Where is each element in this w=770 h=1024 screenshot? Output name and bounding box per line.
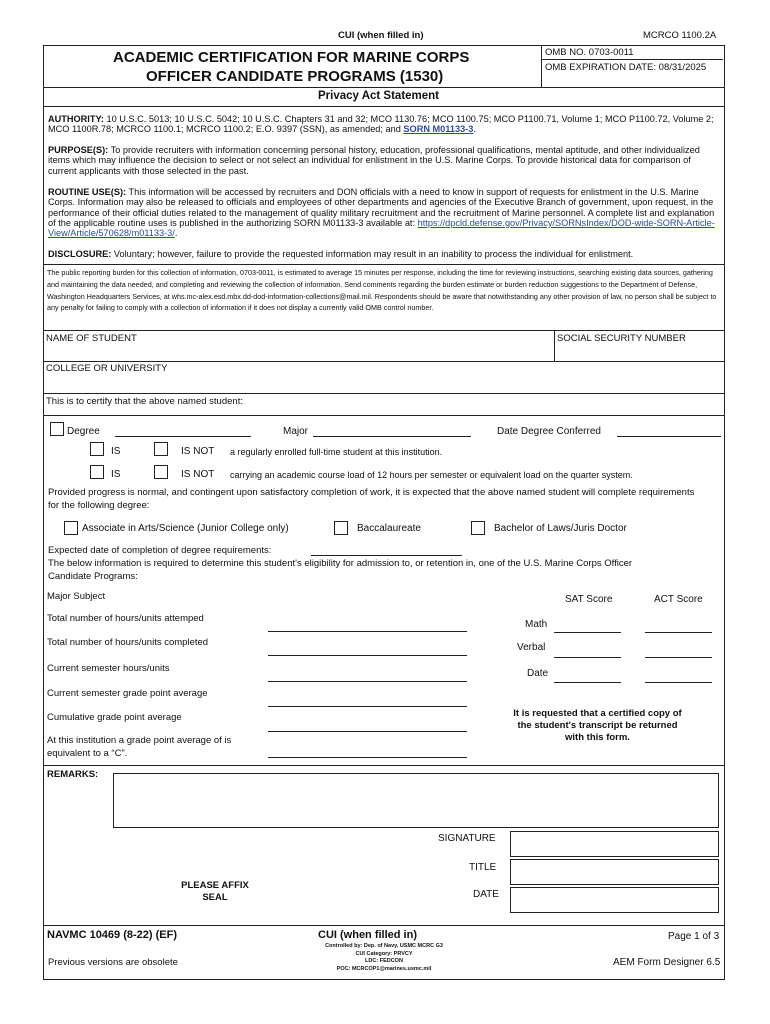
form-title-line2: OFFICER CANDIDATE PROGRAMS (1530)	[146, 68, 444, 85]
routine-use-paragraph: ROUTINE USE(S): This information will be accessed by recruiters and DON officials with a need to know in support of requests for enlistment in the U.S. Marine Corps. Information may also be released to officials and employees of other departments and agencies of the Executive Branch of government, upon request, in the performance of their official duties related to the management of quality military recruitment and the recruitment of Marine personnel. A complete list and explanation of the applicable routine uses is published in the authorizing SORN M01133-3 available at: https://dpcld.defense.gov/Privacy/SORNsIndex/DOD-wide-SORN-Article-View/Article/570628/m01133-3/.	[48, 187, 715, 239]
course-load-text: carrying an academic course load of 12 hours per semester or equivalent load on the quarter system.	[230, 470, 633, 480]
cui-header: CUI (when filled in)	[338, 30, 424, 41]
is-load-checkbox[interactable]	[90, 465, 104, 479]
c-equivalent-input[interactable]	[268, 757, 467, 758]
act-date-input[interactable]	[645, 682, 712, 683]
major-subject-label: Major Subject	[47, 591, 106, 602]
major-input[interactable]	[313, 436, 471, 437]
hours-completed-label: Total number of hours/units completed	[47, 637, 209, 648]
signature-label: SIGNATURE	[438, 833, 496, 844]
omb-expiration: OMB EXPIRATION DATE: 08/31/2025	[545, 62, 707, 73]
seal-placeholder: PLEASE AFFIX SEAL	[181, 880, 249, 903]
sat-score-header: SAT Score	[565, 594, 613, 605]
remarks-label: REMARKS:	[47, 769, 99, 780]
associate-checkbox[interactable]	[64, 521, 78, 535]
baccalaureate-label: Baccalaureate	[357, 523, 421, 534]
college-label: COLLEGE OR UNIVERSITY	[46, 363, 168, 374]
cumulative-gpa-input[interactable]	[268, 731, 467, 732]
date-conferred-input[interactable]	[617, 436, 721, 437]
is-label: IS	[111, 446, 121, 457]
act-math-input[interactable]	[645, 632, 712, 633]
authority-paragraph: AUTHORITY: 10 U.S.C. 5013; 10 U.S.C. 5042; 10 U.S.C. Chapters 31 and 32; MCO 1130.76; MCO 1100.75; MCO P1100.71, Volume 1; MCO P1100.72, Volume 2; MCO 1100R.78; MCRCO 1100.1; MCRCO 1100.2; E.O. 9397 (SSN), as amended; and SORN M01133-3.	[48, 114, 714, 135]
is-not-load-checkbox[interactable]	[154, 465, 168, 479]
hours-attempted-label: Total number of hours/units attemped	[47, 613, 204, 624]
page-number: Page 1 of 3	[668, 931, 720, 942]
form-id: NAVMC 10469 (8-22) (EF)	[47, 929, 177, 941]
sat-math-input[interactable]	[554, 632, 621, 633]
bachelor-laws-label: Bachelor of Laws/Juris Doctor	[494, 523, 627, 534]
form-reference: MCRCO 1100.2A	[643, 30, 717, 41]
is-not-label: IS NOT	[181, 446, 215, 457]
date-label: DATE	[473, 889, 499, 900]
degree-input[interactable]	[115, 436, 251, 437]
associate-label: Associate in Arts/Science (Junior College only)	[82, 523, 289, 534]
act-score-header: ACT Score	[654, 594, 703, 605]
current-hours-input[interactable]	[268, 681, 467, 682]
is-label-2: IS	[111, 469, 121, 480]
enrolled-text: a regularly enrolled full-time student at this institution.	[230, 447, 443, 457]
bachelor-laws-checkbox[interactable]	[471, 521, 485, 535]
major-label: Major	[283, 426, 309, 437]
current-gpa-label: Current semester grade point average	[47, 688, 208, 699]
progress-statement: Provided progress is normal, and contingent upon satisfactory completion of work, it is expected that the above named student will complete requirements for the following degree:	[48, 487, 695, 511]
controlled-by: Controlled by: Dep. of Navy, USMC MCRC G3	[325, 943, 443, 949]
ssn-input[interactable]	[557, 345, 720, 360]
date-input[interactable]	[510, 887, 719, 913]
title-input[interactable]	[510, 859, 719, 885]
burden-statement: The public reporting burden for this collection of information, 0703-0011, is estimated to average 15 minutes per response, including the time for reviewing instructions, searching existing data sources, gathering and maintaining the data needed, and completing and reviewing the collection of information. Send comments regarding the burden estimate or burden reduction suggestions to the Department of Defense, Washington Headquarters Services, at whs.mc-alex.esd.mbx.dd-dod-information-collections@mail.mil. Respondents should be aware that notwithstanding any other provision of law, no person shall be subject to any penalty for failing to comply with a collection of information if it does not display a currently valid OMB control number.	[47, 268, 717, 313]
omb-number: OMB NO. 0703-0011	[545, 47, 634, 58]
sat-verbal-input[interactable]	[554, 657, 621, 658]
sorn-url-link[interactable]: https://dpcld.defense.gov/Privacy/SORNsIndex/DOD-wide-SORN-Article-View/Article/570628/m01133-3/	[48, 217, 715, 239]
cui-designation-block	[304, 943, 464, 973]
cumulative-gpa-label: Cumulative grade point average	[47, 712, 182, 723]
verbal-label: Verbal	[517, 642, 546, 653]
form-title-line1: ACADEMIC CERTIFICATION FOR MARINE CORPS	[113, 49, 470, 66]
score-date-label: Date	[527, 668, 549, 679]
college-input[interactable]	[46, 376, 720, 391]
signature-field[interactable]	[510, 831, 719, 857]
is-not-label-2: IS NOT	[181, 469, 215, 480]
cui-category: CUI Category: PRVCY	[355, 950, 413, 957]
certify-statement: This is to certify that the above named student:	[46, 396, 243, 407]
hours-completed-input[interactable]	[268, 655, 467, 656]
degree-checkbox[interactable]	[50, 422, 64, 436]
disclosure-paragraph: DISCLOSURE: Voluntary; however, failure to provide the requested information may result in an inability to process the individual for enlistment.	[48, 249, 634, 259]
act-verbal-input[interactable]	[645, 657, 712, 658]
title-label: TITLE	[469, 862, 497, 873]
purpose-paragraph: PURPOSE(S): To provide recruiters with information concerning personal history, education, professional qualifications, mental aptitude, and other individualized items which may influence the decision to select or not select an individual for enlistment in the U.S. Marine Corps. To provide historical data for comparison of current applicants with those selected in the past.	[48, 145, 700, 176]
baccalaureate-checkbox[interactable]	[334, 521, 348, 535]
expected-date-label: Expected date of completion of degree requirements:	[48, 545, 272, 556]
expected-date-input[interactable]	[311, 555, 462, 556]
cui-footer: CUI (when filled in)	[318, 929, 417, 941]
ssn-label: SOCIAL SECURITY NUMBER	[557, 333, 686, 344]
obsolete-notice: Previous versions are obsolete	[48, 957, 178, 968]
privacy-act-title: Privacy Act Statement	[318, 90, 440, 102]
current-hours-label: Current semester hours/units	[47, 663, 170, 674]
eligibility-statement: The below information is required to determine this student's eligibility for admission to, or retention in, one of the U.S. Marine Corps Officer Candidate Programs:	[48, 558, 633, 582]
is-not-enrolled-checkbox[interactable]	[154, 442, 168, 456]
transcript-request-note: It is requested that a certified copy of the student's transcript be returned with this form.	[513, 708, 682, 743]
c-equivalent-label: At this institution a grade point average of is equivalent to a “C”.	[47, 735, 232, 759]
sorn-link[interactable]: SORN M01133-3	[403, 124, 474, 135]
hours-attempted-input[interactable]	[268, 631, 467, 632]
is-enrolled-checkbox[interactable]	[90, 442, 104, 456]
current-gpa-input[interactable]	[268, 706, 467, 707]
designer-version: AEM Form Designer 6.5	[613, 957, 721, 968]
math-label: Math	[525, 619, 548, 630]
student-name-input[interactable]	[46, 345, 551, 360]
remarks-textarea[interactable]	[113, 773, 719, 828]
degree-label: Degree	[67, 426, 100, 437]
ldc: LDC: FEDCON	[365, 958, 403, 964]
poc: POC: MCRCOP1@marines.usmc.mil	[336, 965, 432, 972]
date-conferred-label: Date Degree Conferred	[497, 426, 601, 437]
sat-date-input[interactable]	[554, 682, 621, 683]
student-name-label: NAME OF STUDENT	[46, 333, 137, 344]
